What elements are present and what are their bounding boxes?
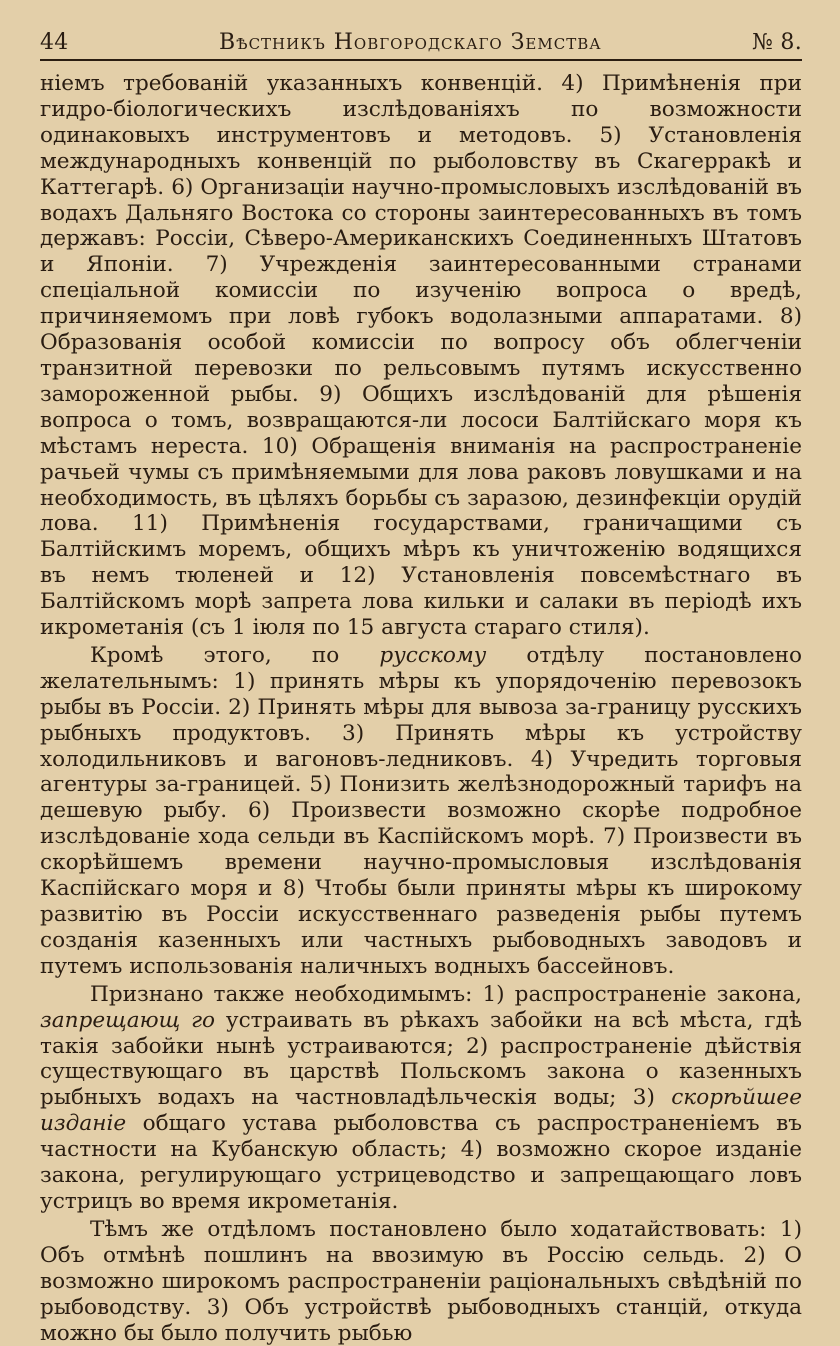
text-run: отдѣлу постановлено желательнымъ: 1) принять мѣры къ упорядоченію перевозокъ рыбы въ Россіи. 2) Принять мѣры для вывоза за-границу русскихъ рыбныхъ продуктовъ. 3) Принять мѣры къ устройству холодильниковъ и вагоновъ-ледниковъ. 4) Учредить торговыя агентуры за-границей. 5) Понизить желѣзнодорожный тарифъ на дешевую рыбу. 6) Произвести возможно скорѣе подробное изслѣдованіе хода сельди въ Каспійскомъ морѣ. 7) Произвести въ скорѣйшемъ времени научно-промысловыя изслѣдованія Каспійскаго моря и 8) Чтобы были приняты мѣры къ широкому развитію въ Россіи искусственнаго разведенія рыбы путемъ созданія казенныхъ или частныхъ рыбоводныхъ заводовъ и путемъ использованія наличныхъ водныхъ бассейновъ. [40,642,802,979]
header-rule [40,59,802,61]
running-header [40,30,802,55]
paragraph-petition [40,1217,802,1346]
text-run: Кромѣ этого, по [90,642,380,668]
paragraph-russian-section [40,643,802,980]
italic-run: запрещающ го [40,1007,216,1033]
text-run: устраивать въ рѣкахъ забойки на всѣ мѣста, гдѣ такія забойки нынѣ устраиваются; 2) распространеніе дѣйствія существующаго въ царствѣ Польскомъ закона о казенныхъ рыбныхъ водахъ на частновладѣльческія воды; 3) [40,1007,802,1111]
body-text [40,71,802,1346]
page-number: 44 [40,30,69,55]
text-run: Тѣмъ же отдѣломъ постановлено было ходатайствовать: 1) Объ отмѣнѣ пошлинъ на ввозимую въ Россію сельдь. 2) О возможно широкомъ распространеніи раціональныхъ свѣдѣній по рыбоводству. 3) Объ устройствѣ рыбоводныхъ станцій, откуда можно бы было получить рыбью [40,1216,802,1346]
issue-number: № 8. [751,30,802,55]
text-run: ніемъ требованій указанныхъ конвенцій. 4) Примѣненія при гидро-біологическихъ изслѣдованіяхъ по возможности одинаковыхъ инструментовъ и методовъ. 5) Установленія международныхъ конвенцій по рыболовству въ Скагерракѣ и Каттегарѣ. 6) Организаціи научно-промысловыхъ изслѣдованій въ водахъ Дальняго Востока со стороны заинтересованныхъ въ томъ державъ: Россіи, Сѣверо-Американскихъ Соединенныхъ Штатовъ и Японіи. 7) Учрежденія заинтересованными странами спеціальной комиссіи по изученію вопроса о вредѣ, причиняемомъ при ловѣ губокъ водолазными аппаратами. 8) Образованія особой комиссіи по вопросу объ облегченіи транзитной перевозки по рельсовымъ путямъ искусственно замороженной рыбы. 9) Общихъ изслѣдованій для рѣшенія вопроса о томъ, возвращаются-ли лососи Балтійскаго моря къ мѣстамъ нереста. 10) Обращенія вниманія на распространеніе рачьей чумы съ примѣняемыми для лова раковъ ловушками и на необходимость, въ цѣляхъ борьбы съ заразою, дезинфекціи орудій лова. 11) Примѣненія государствами, граничащими съ Балтійскимъ моремъ, общихъ мѣръ къ уничтоженію водящихся въ немъ тюленей и 12) Установленія повсемѣстнаго въ Балтійскомъ морѣ запрета лова кильки и салаки въ періодѣ ихъ икрометанія (съ 1 іюля по 15 августа стараго стиля). [40,71,802,641]
paragraph-recognized [40,982,802,1215]
italic-run: русскому [379,642,487,668]
paragraph-continued [40,71,802,641]
text-run: Признано также необходимымъ: 1) распространеніе закона, [90,981,802,1007]
journal-title: Вѣстникъ Новгородскаго Земства [218,30,602,55]
italic-run: скорѣйшее изданіе [40,1085,802,1137]
text-run: общаго устава рыболовства съ распространеніемъ въ частности на Кубанскую область; 4) возможно скорое изданіе закона, регулирующаго устрицеводство и запрещающаго ловъ устрицъ во время икрометанія. [40,1111,802,1214]
